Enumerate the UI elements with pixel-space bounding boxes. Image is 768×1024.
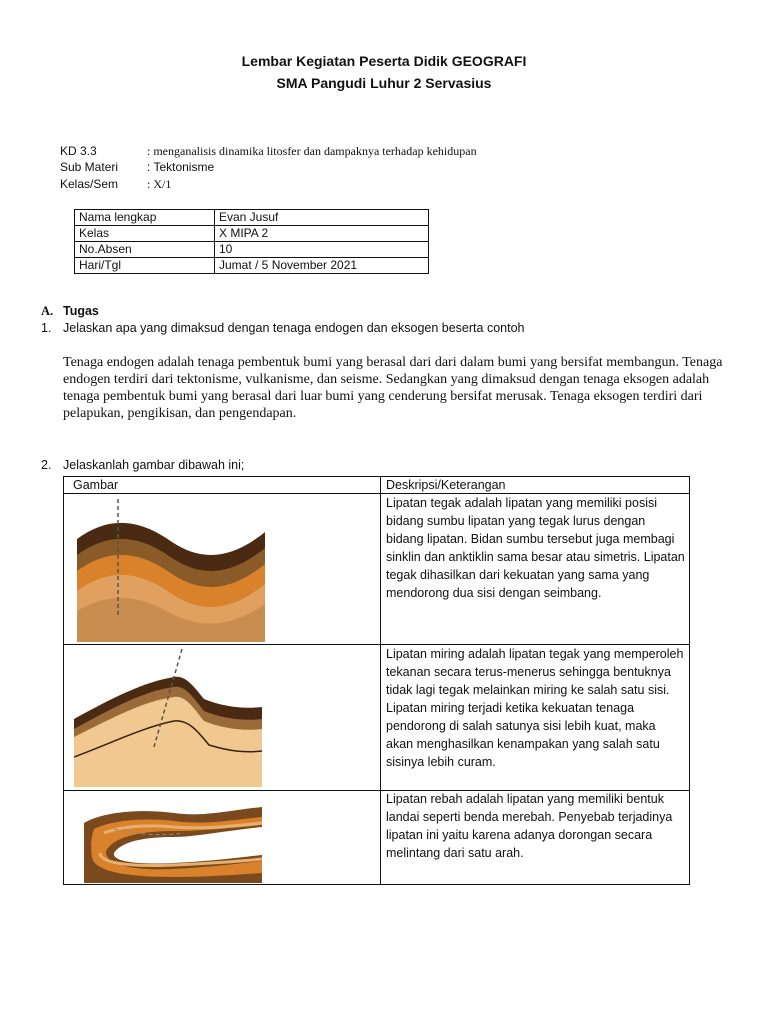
description-lipatan-miring: Lipatan miring adalah lipatan tegak yang memperoleh tekanan secara terus-menerus sehingga bentuknya tidak lagi tegak melainkan miring ke salah satu sisi. Lipatan miring terjadi ketika kekuatan tenaga pendorong di salah satunya sisi lebih kuat, maka akan menghasilkan kenampakan yang salah satu sisinya lebih curam. — [386, 647, 684, 769]
fold-types-table — [63, 476, 690, 885]
lipatan-tegak-diagram — [77, 497, 265, 642]
meta-key: Kelas/Sem — [60, 177, 119, 191]
table-row — [75, 210, 429, 226]
section-letter: A. — [41, 304, 54, 318]
meta-key: KD 3.3 — [60, 144, 97, 158]
question-1-text: Jelaskan apa yang dimaksud dengan tenaga endogen dan eksogen beserta contoh — [63, 321, 525, 335]
student-value: 10 — [215, 242, 429, 258]
section-label: Tugas — [63, 304, 99, 318]
column-divider — [380, 477, 381, 884]
student-value: Jumat / 5 November 2021 — [215, 258, 429, 274]
table-row — [75, 226, 429, 242]
column-header-gambar: Gambar — [73, 478, 119, 492]
table-row — [75, 242, 429, 258]
student-value: X MIPA 2 — [215, 226, 429, 242]
student-key: No.Absen — [75, 242, 215, 258]
answer-1-paragraph: Tenaga endogen adalah tenaga pembentuk bumi yang berasal dari dari dalam bumi yang bersifat membangun. Tenaga endogen terdiri dari tektonisme, vulkanisme, dan seisme. Sedangkan yang dimaksud dengan tenaga eksogen adalah tenaga pembentuk bumi yang berasal dari luar bumi yang cenderung bersifat merusak. Tenaga eksogen terdiri dari pelapukan, pengikisan, dan pengendapan. — [63, 355, 723, 421]
student-key: Nama lengkap — [75, 210, 215, 226]
description-lipatan-rebah: Lipatan rebah adalah lipatan yang memiliki bentuk landai seperti benda merebah. Penyebab terjadinya lipatan ini yaitu karena adanya dorongan secara melintang dari satu arah. — [386, 792, 673, 860]
lipatan-rebah-diagram — [74, 793, 262, 883]
page-title: Lembar Kegiatan Peserta Didik GEOGRAFI — [241, 53, 527, 69]
meta-value: : menganalisis dinamika litosfer dan dampaknya terhadap kehidupan — [147, 144, 477, 158]
student-key: Kelas — [75, 226, 215, 242]
table-row — [75, 258, 429, 274]
student-info-table — [74, 209, 429, 274]
question-1-number: 1. — [41, 321, 52, 335]
meta-value: : Tektonisme — [147, 160, 215, 174]
student-key: Hari/Tgl — [75, 258, 215, 274]
column-header-deskripsi: Deskripsi/Keterangan — [386, 478, 506, 492]
meta-key: Sub Materi — [60, 160, 119, 174]
question-2-text: Jelaskanlah gambar dibawah ini; — [63, 458, 245, 472]
page-subtitle: SMA Pangudi Luhur 2 Servasius — [276, 75, 492, 91]
student-value: Evan Jusuf — [215, 210, 429, 226]
description-lipatan-tegak: Lipatan tegak adalah lipatan yang memiliki posisi bidang sumbu lipatan yang tegak lurus dengan bidang lipatan. Bidan sumbu tersebut juga membagi sinklin dan anktiklin sama besar atau simetris. Lipatan tegak dihasilkan dari kekuatan yang sama yang mendorong dua sisi dengan seimbang. — [386, 496, 685, 600]
lipatan-miring-diagram — [74, 647, 262, 787]
meta-value: : X/1 — [147, 177, 172, 191]
question-2-number: 2. — [41, 458, 52, 472]
